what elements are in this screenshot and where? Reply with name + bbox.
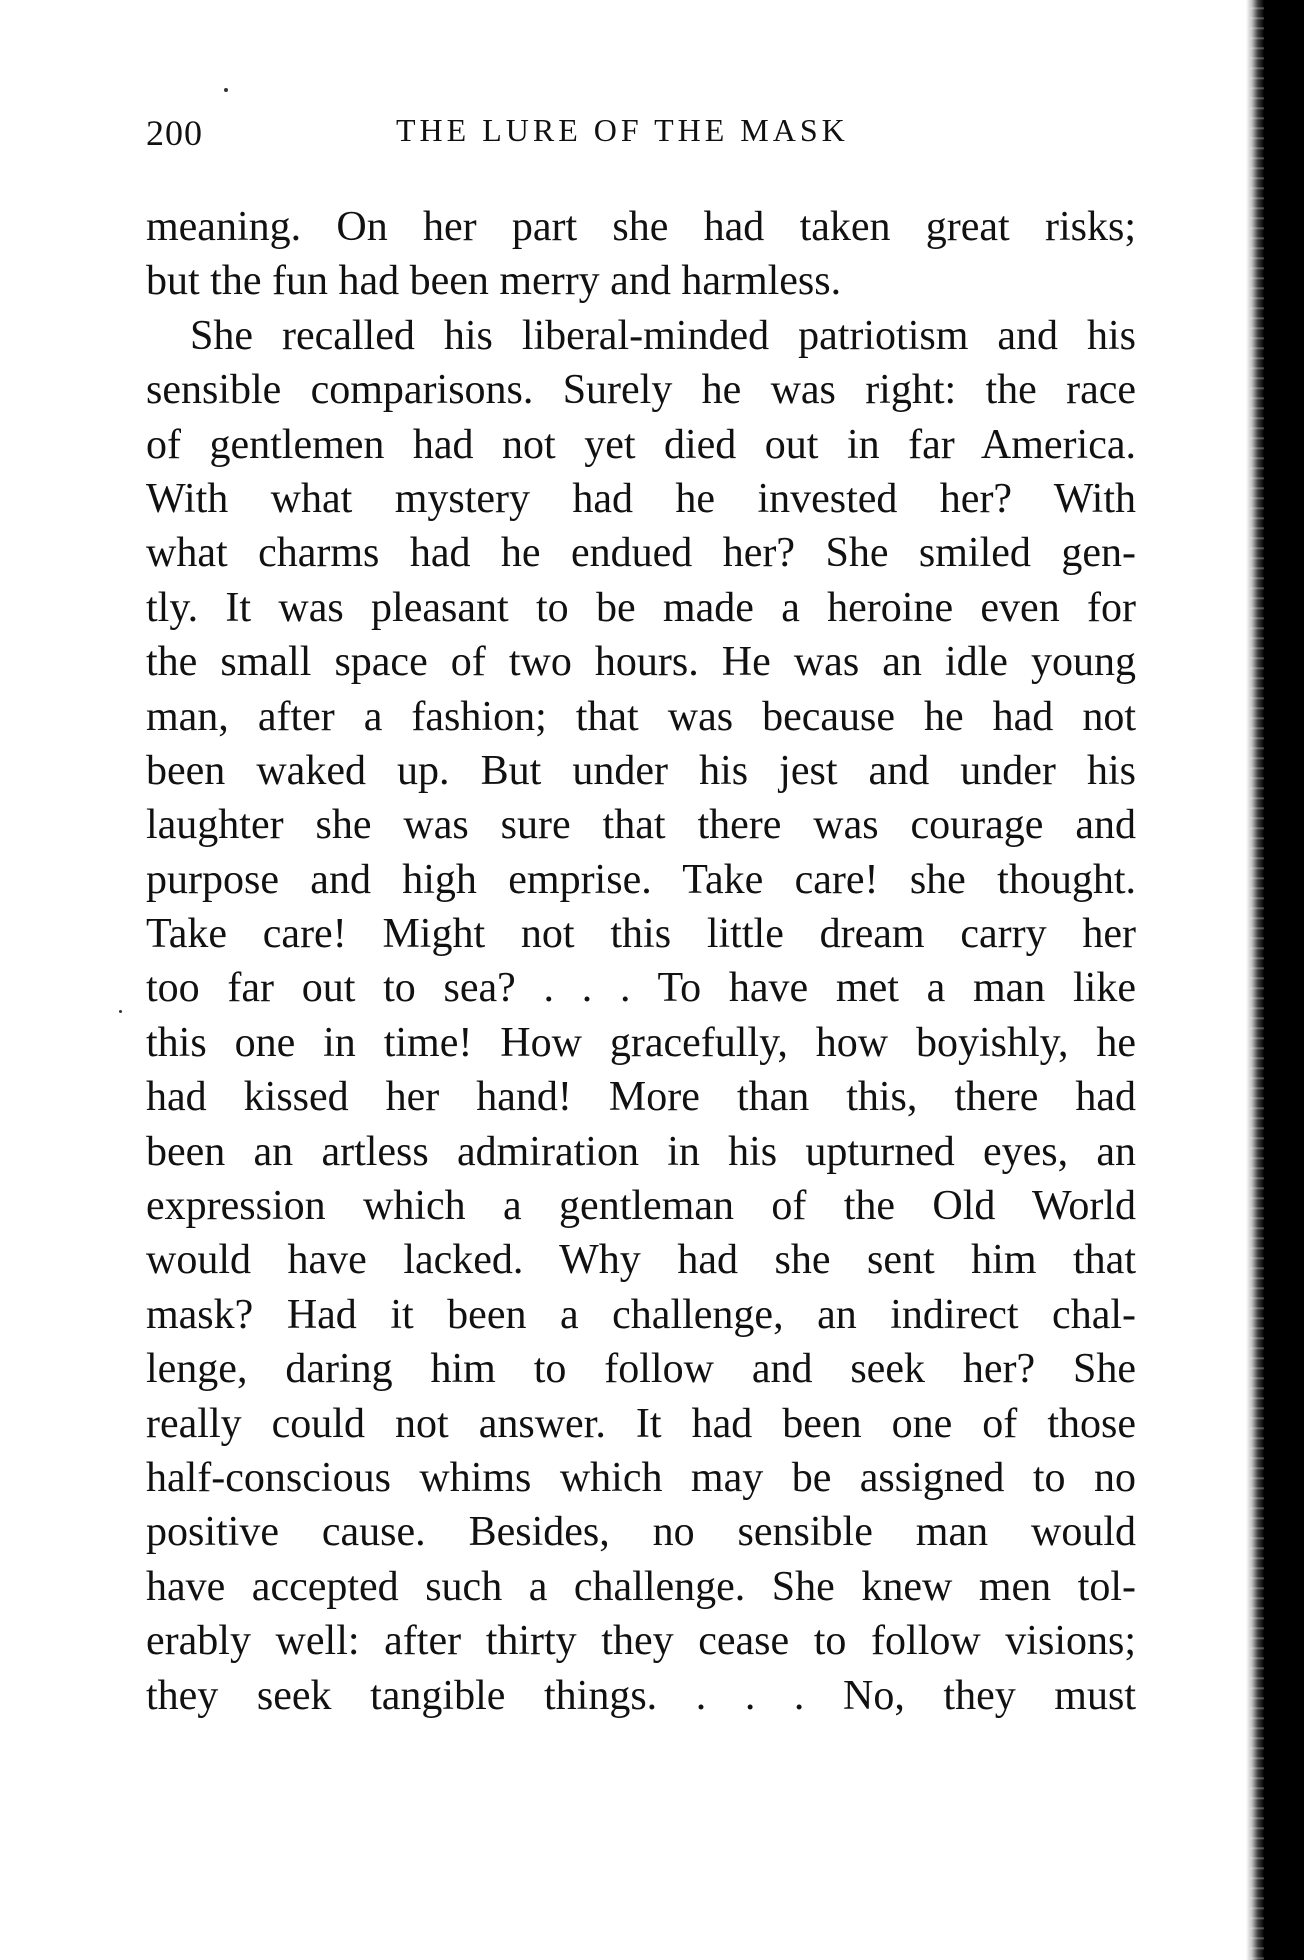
binding-texture — [1250, 0, 1264, 1960]
text-line: purpose and high emprise. Take care! she thought. — [146, 856, 1136, 903]
body-text — [146, 200, 1136, 1723]
text-line: erably well: after thirty they cease to follow visions; — [146, 1618, 1136, 1665]
text-line: had kissed her hand! More than this, there had — [146, 1074, 1136, 1121]
text-line: tly. It was pleasant to be made a heroine even for — [146, 584, 1136, 631]
text-line: man, after a fashion; that was because he had not — [146, 693, 1136, 740]
text-line: sensible comparisons. Surely he was right: the race — [146, 367, 1136, 414]
text-line: half-conscious whims which may be assigned to no — [146, 1454, 1136, 1501]
text-line: would have lacked. Why had she sent him that — [146, 1237, 1136, 1284]
page-header — [146, 112, 1146, 162]
page-number: 200 — [146, 113, 203, 153]
text-line: laughter she was sure that there was courage and — [146, 802, 1136, 849]
text-line: have accepted such a challenge. She knew men tol- — [146, 1563, 1136, 1610]
text-line: mask? Had it been a challenge, an indirect chal- — [146, 1291, 1136, 1338]
text-line: lenge, daring him to follow and seek her? She — [146, 1346, 1136, 1393]
text-line: the small space of two hours. He was an idle young — [146, 639, 1136, 686]
text-line: of gentlemen had not yet died out in far America. — [146, 421, 1136, 468]
text-line: what charms had he endued her? She smiled gen- — [146, 530, 1136, 577]
text-line: really could not answer. It had been one of those — [146, 1400, 1136, 1447]
text-line: been waked up. But under his jest and under his — [146, 747, 1136, 794]
text-line: but the fun had been merry and harmless. — [146, 258, 842, 305]
text-line: they seek tangible things. . . . No, they must — [146, 1672, 1136, 1719]
ink-speck — [224, 88, 228, 92]
text-line: too far out to sea? . . . To have met a man like — [146, 965, 1136, 1012]
text-line: this one in time! How gracefully, how boyishly, he — [146, 1019, 1136, 1066]
running-title: THE LURE OF THE MASK — [396, 112, 849, 148]
text-line: With what mystery had he invested her? With — [146, 475, 1136, 522]
text-line: meaning. On her part she had taken great risks; — [146, 204, 1136, 250]
text-line: expression which a gentleman of the Old World — [146, 1183, 1136, 1230]
text-line: been an artless admiration in his upturned eyes, an — [146, 1128, 1136, 1175]
text-line: She recalled his liberal-minded patriotism and his — [190, 312, 1136, 359]
text-line: positive cause. Besides, no sensible man would — [146, 1509, 1136, 1556]
text-line: Take care! Might not this little dream carry her — [146, 911, 1136, 958]
ink-speck — [119, 1010, 122, 1013]
